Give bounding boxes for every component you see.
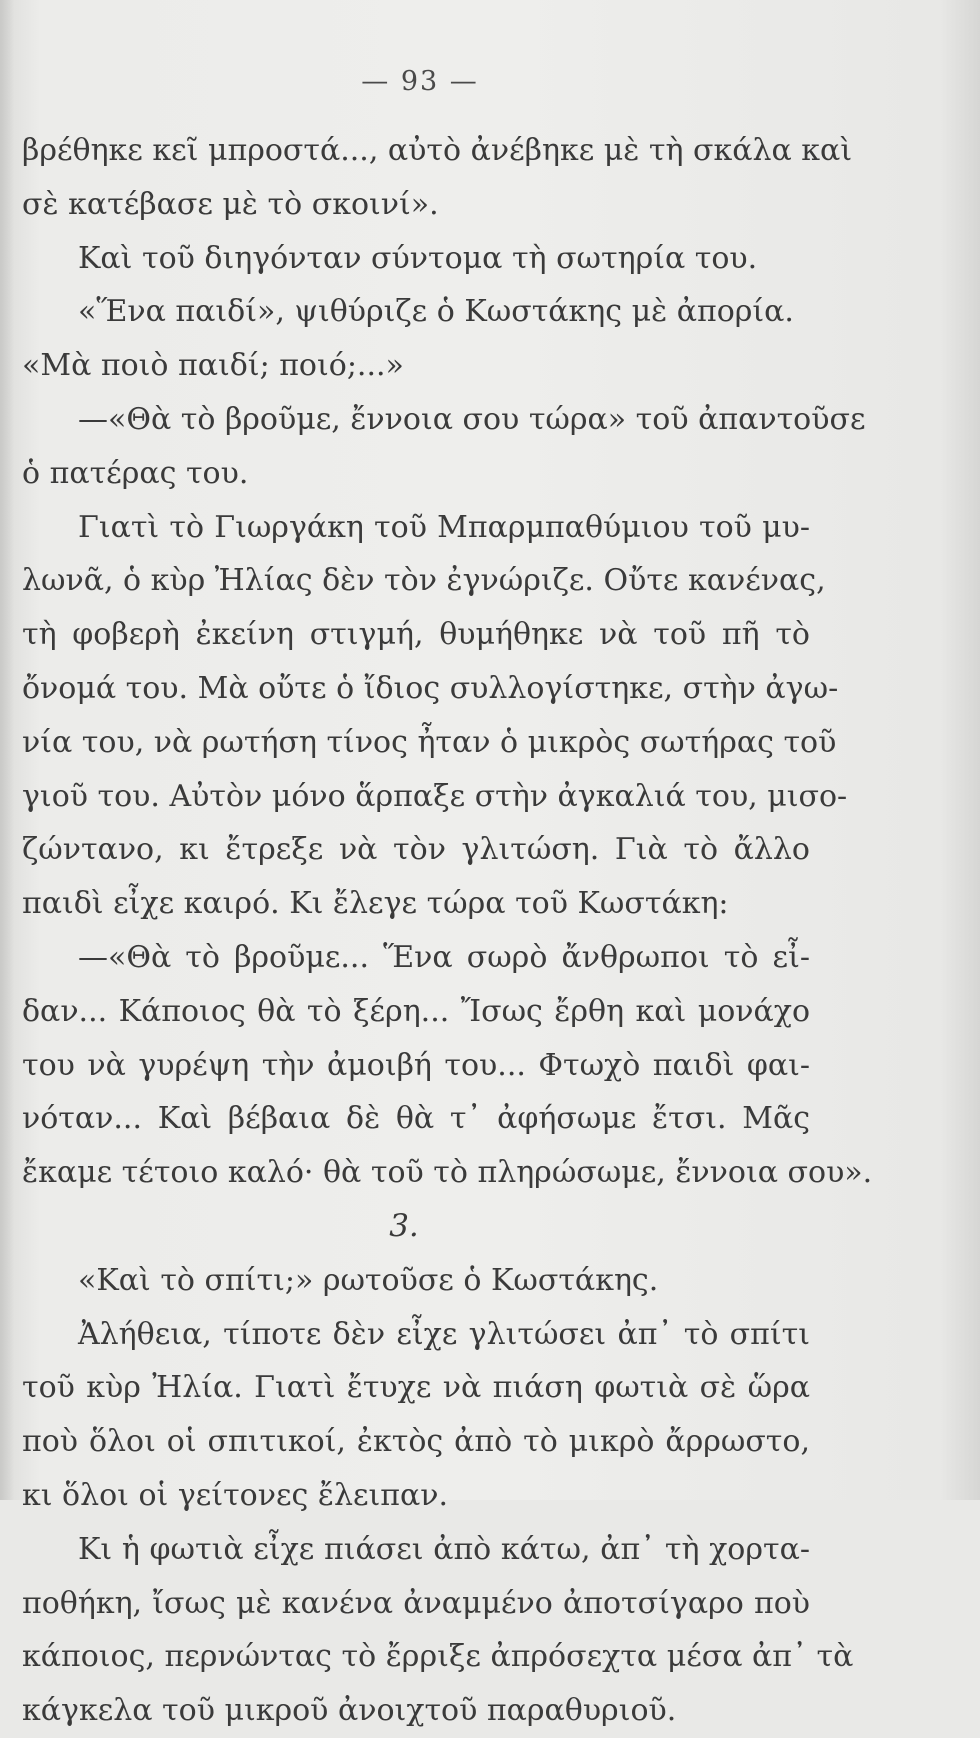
text-line: ὁ πατέρας του. (22, 455, 249, 491)
body-text (22, 124, 873, 1738)
text-line: —«Θὰ τὸ βροῦμε... Ἕνα σωρὸ ἄνθρωποι τὸ εἶ- (78, 939, 810, 975)
text-line: κάποιος, περνώντας τὸ ἔρριξε ἀπρόσεχτα μέσα ἀπ᾿ τὰ (22, 1639, 854, 1675)
text-line: νία του, νὰ ρωτήση τίνος ἦταν ὁ μικρὸς σωτήρας τοῦ (22, 724, 837, 760)
page-number: — 93 — (361, 66, 479, 97)
text-line: ὄνομά του. Μὰ οὔτε ὁ ἴδιος συλλογίστηκε, στὴν ἀγω- (22, 670, 839, 706)
text-line: ἔκαμε τέτοιο καλό· θὰ τοῦ τὸ πληρώσωμε, ἔννοια σου». (22, 1155, 873, 1191)
text-line: ζώντανο, κι ἔτρεξε νὰ τὸν γλιτώση. Γιὰ τὸ ἄλλο (22, 832, 810, 868)
text-line: Κι ἡ φωτιὰ εἶχε πιάσει ἀπὸ κάτω, ἀπ᾿ τὴ χορτα- (78, 1531, 810, 1567)
text-line: —«Θὰ τὸ βροῦμε, ἔννοια σου τώρα» τοῦ ἀπαντοῦσε (78, 401, 866, 437)
text-line: Ἀλήθεια, τίποτε δὲν εἶχε γλιτώσει ἀπ᾿ τὸ σπίτι (78, 1316, 810, 1352)
text-line: δαν... Κάποιος θὰ τὸ ξέρη... Ἴσως ἔρθη καὶ μονάχο (22, 993, 810, 1029)
text-line: «Ἕνα παιδί», ψιθύριζε ὁ Κωστάκης μὲ ἀπορία. (78, 294, 794, 330)
text-line: σὲ κατέβασε μὲ τὸ σκοινί». (22, 186, 439, 222)
text-line: λωνᾶ, ὁ κὺρ Ἠλίας δὲν τὸν ἐγνώριζε. Οὔτε κανένας, (22, 563, 826, 599)
text-line: βρέθηκε κεῖ μπροστά..., αὐτὸ ἀνέβηκε μὲ τὴ σκάλα καὶ (22, 133, 853, 168)
text-line: γιοῦ του. Αὐτὸν μόνο ἅρπαξε στὴν ἀγκαλιά του, μισο- (22, 778, 848, 814)
text-line: νόταν... Καὶ βέβαια δὲ θὰ τ᾿ ἀφήσωμε ἔτσι. Μᾶς (22, 1101, 810, 1137)
text-line: του νὰ γυρέψη τὴν ἀμοιβή του... Φτωχὸ παιδὶ φαι- (22, 1047, 810, 1083)
page-edge-shadow (0, 0, 14, 1500)
text-line: «Μὰ ποιὸ παιδί; ποιό;...» (22, 348, 404, 384)
section-heading: 3. (389, 1207, 419, 1244)
text-line: «Καὶ τὸ σπίτι;» ρωτοῦσε ὁ Κωστάκης. (78, 1262, 659, 1298)
text-line: ποὺ ὅλοι οἱ σπιτικοί, ἐκτὸς ἀπὸ τὸ μικρὸ ἄρρωστο, (22, 1424, 810, 1460)
text-line: ποθήκη, ἴσως μὲ κανένα ἀναμμένο ἀποτσίγαρο ποὺ (22, 1585, 810, 1621)
text-line: τὴ φοβερὴ ἐκείνη στιγμή, θυμήθηκε νὰ τοῦ πῆ τὸ (22, 617, 810, 653)
text-line: κι ὅλοι οἱ γείτονες ἔλειπαν. (22, 1477, 449, 1513)
text-line: τοῦ κὺρ Ἠλία. Γιατὶ ἔτυχε νὰ πιάση φωτιὰ σὲ ὥρα (22, 1370, 810, 1406)
text-line: παιδὶ εἶχε καιρό. Κι ἔλεγε τώρα τοῦ Κωστάκη: (22, 886, 729, 922)
text-line: κάγκελα τοῦ μικροῦ ἀνοιχτοῦ παραθυριοῦ. (22, 1693, 677, 1729)
text-line: Γιατὶ τὸ Γιωργάκη τοῦ Μπαρμπαθύμιου τοῦ μυ- (78, 509, 810, 545)
text-line: Καὶ τοῦ διηγόνταν σύντομα τὴ σωτηρία του. (78, 240, 758, 276)
